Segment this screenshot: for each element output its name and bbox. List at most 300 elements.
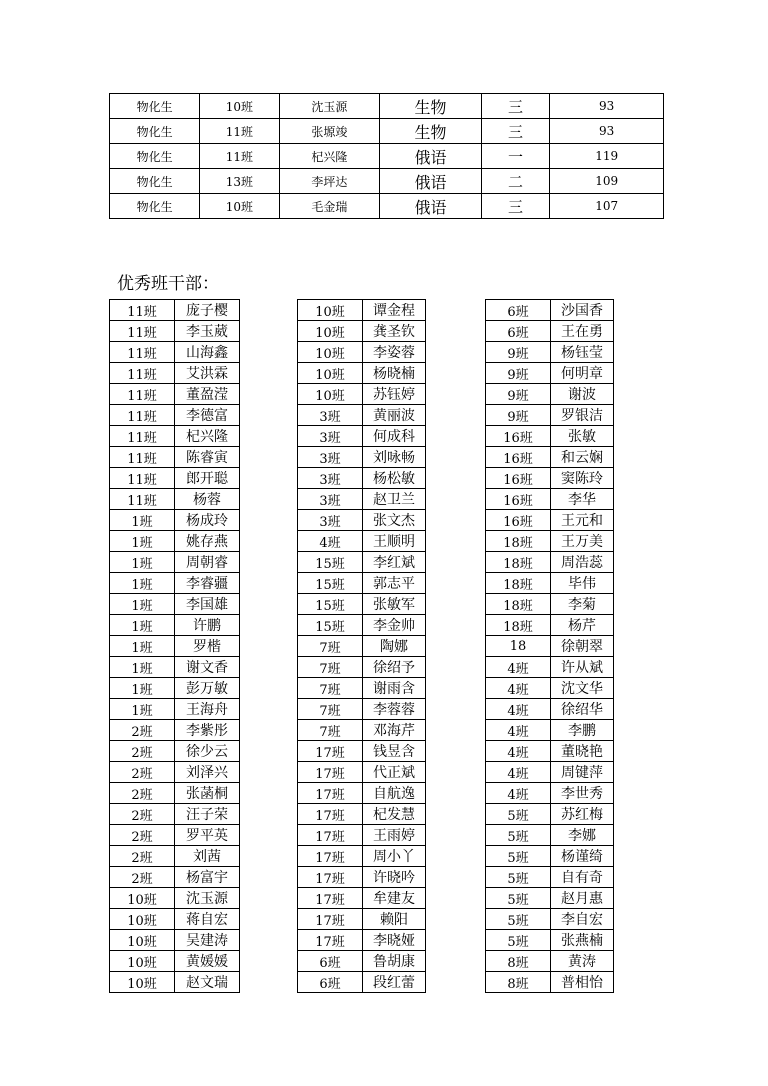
table-row (486, 384, 614, 405)
table-row (486, 762, 614, 783)
table-row (298, 762, 426, 783)
cadre-class-cell: 2班 (110, 804, 175, 825)
cadre-class-cell: 10班 (110, 909, 175, 930)
cadre-name-cell: 牟建友 (363, 888, 426, 909)
cadre-name-cell: 李德富 (175, 405, 240, 426)
cadre-class-cell: 7班 (298, 699, 363, 720)
score-cell: 107 (550, 194, 664, 219)
cadre-name-cell: 自航逸 (363, 783, 426, 804)
cadre-name-cell: 姚存燕 (175, 531, 240, 552)
cadre-class-cell: 1班 (110, 657, 175, 678)
cadre-name-cell: 吴建涛 (175, 930, 240, 951)
cadre-name-cell: 杨松敏 (363, 468, 426, 489)
cadre-class-cell: 1班 (110, 573, 175, 594)
table-row (110, 846, 240, 867)
table-row (110, 531, 240, 552)
table-row (486, 300, 614, 321)
cadre-class-cell: 5班 (486, 909, 551, 930)
subject-score-table (109, 93, 664, 219)
cadre-class-cell: 10班 (298, 363, 363, 384)
cadre-class-cell: 7班 (298, 678, 363, 699)
cadre-class-cell: 6班 (486, 300, 551, 321)
cadre-name-cell: 周键萍 (551, 762, 614, 783)
cadre-class-cell: 16班 (486, 447, 551, 468)
cadre-name-cell: 苏钰婷 (363, 384, 426, 405)
cadre-name-cell: 徐少云 (175, 741, 240, 762)
cadre-class-cell: 18 (486, 636, 551, 657)
table-row (110, 636, 240, 657)
cadre-class-cell: 17班 (298, 762, 363, 783)
track-cell: 物化生 (110, 194, 200, 219)
cadre-name-cell: 张燕楠 (551, 930, 614, 951)
cadre-class-cell: 4班 (486, 762, 551, 783)
cadre-class-cell: 17班 (298, 825, 363, 846)
cadre-name-cell: 自有奇 (551, 867, 614, 888)
table-row (110, 867, 240, 888)
cadre-name-cell: 杨芹 (551, 615, 614, 636)
class-cell: 11班 (200, 144, 279, 169)
cadre-name-cell: 赖阳 (363, 909, 426, 930)
cadre-class-cell: 6班 (486, 321, 551, 342)
cadre-name-cell: 董盈滢 (175, 384, 240, 405)
cadre-name-cell: 李自宏 (551, 909, 614, 930)
cadre-class-cell: 18班 (486, 531, 551, 552)
cadre-class-cell: 18班 (486, 594, 551, 615)
cadre-class-cell: 16班 (486, 468, 551, 489)
table-row (298, 909, 426, 930)
cadre-name-cell: 汪子荣 (175, 804, 240, 825)
cadre-class-cell: 16班 (486, 426, 551, 447)
cadre-class-cell: 4班 (486, 657, 551, 678)
cadre-class-cell: 15班 (298, 552, 363, 573)
subject-cell: 生物 (380, 94, 481, 119)
subject-cell: 生物 (380, 119, 481, 144)
cadre-name-cell: 刘泽兴 (175, 762, 240, 783)
cadre-class-cell: 6班 (298, 951, 363, 972)
cadre-name-cell: 杨钰莹 (551, 342, 614, 363)
cadre-class-cell: 10班 (110, 930, 175, 951)
cadre-name-cell: 李国雄 (175, 594, 240, 615)
table-row (298, 300, 426, 321)
table-row (486, 804, 614, 825)
cadre-name-cell: 黄媛媛 (175, 951, 240, 972)
table-row (298, 951, 426, 972)
cadre-class-cell: 5班 (486, 825, 551, 846)
table-row (486, 825, 614, 846)
cadre-class-cell: 10班 (110, 972, 175, 993)
table-row (298, 846, 426, 867)
cadre-class-cell: 1班 (110, 699, 175, 720)
table-row (110, 909, 240, 930)
cadre-class-cell: 2班 (110, 825, 175, 846)
cadre-class-cell: 8班 (486, 972, 551, 993)
cadre-name-cell: 普相怡 (551, 972, 614, 993)
table-row (110, 342, 240, 363)
table-row (110, 825, 240, 846)
table-row (298, 468, 426, 489)
table-row (486, 615, 614, 636)
grade-cell: 三 (481, 94, 550, 119)
cadre-class-cell: 5班 (486, 930, 551, 951)
cadre-name-cell: 苏红梅 (551, 804, 614, 825)
table-row (110, 615, 240, 636)
grade-cell: 一 (481, 144, 550, 169)
table-row (110, 447, 240, 468)
cadre-name-cell: 谭金程 (363, 300, 426, 321)
cadre-name-cell: 鲁胡康 (363, 951, 426, 972)
cadre-class-cell: 17班 (298, 909, 363, 930)
cadre-name-cell: 杨成玲 (175, 510, 240, 531)
cadre-name-cell: 李紫彤 (175, 720, 240, 741)
table-row (110, 94, 664, 119)
cadre-class-cell: 1班 (110, 615, 175, 636)
table-row (110, 300, 240, 321)
cadre-name-cell: 李世秀 (551, 783, 614, 804)
subject-score-table-body (110, 94, 664, 219)
cadre-class-cell: 11班 (110, 405, 175, 426)
cadre-name-cell: 董晓艳 (551, 741, 614, 762)
table-row (486, 972, 614, 993)
cadre-class-cell: 17班 (298, 867, 363, 888)
table-row (298, 888, 426, 909)
cadre-class-cell: 11班 (110, 468, 175, 489)
table-row (110, 169, 664, 194)
cadre-name-cell: 彭万敏 (175, 678, 240, 699)
table-row (110, 678, 240, 699)
cadre-class-cell: 10班 (110, 888, 175, 909)
table-row (110, 720, 240, 741)
cadre-name-cell: 李玉葳 (175, 321, 240, 342)
cadre-class-cell: 3班 (298, 510, 363, 531)
cadre-name-cell: 蒋自宏 (175, 909, 240, 930)
cadre-name-cell: 王雨婷 (363, 825, 426, 846)
cadre-class-cell: 17班 (298, 930, 363, 951)
table-row (110, 804, 240, 825)
table-row (110, 783, 240, 804)
cadre-class-cell: 8班 (486, 951, 551, 972)
cadre-name-cell: 陈睿寅 (175, 447, 240, 468)
student-name-cell: 沈玉源 (279, 94, 380, 119)
cadre-name-cell: 段红蕾 (363, 972, 426, 993)
table-row (298, 384, 426, 405)
cadre-class-cell: 17班 (298, 846, 363, 867)
cadre-name-cell: 庞子樱 (175, 300, 240, 321)
grade-cell: 三 (481, 119, 550, 144)
cadre-name-cell: 许晓吟 (363, 867, 426, 888)
table-row (298, 531, 426, 552)
table-row (486, 846, 614, 867)
cadre-class-cell: 9班 (486, 384, 551, 405)
cadre-name-cell: 代正斌 (363, 762, 426, 783)
cadre-class-cell: 3班 (298, 447, 363, 468)
cadre-class-cell: 10班 (110, 951, 175, 972)
table-row (298, 489, 426, 510)
table-row (486, 867, 614, 888)
subject-cell: 俄语 (380, 169, 481, 194)
student-name-cell: 李坪达 (279, 169, 380, 194)
cadre-name-cell: 毕伟 (551, 573, 614, 594)
track-cell: 物化生 (110, 94, 200, 119)
cadre-name-cell: 李鹏 (551, 720, 614, 741)
table-row (486, 720, 614, 741)
cadre-name-cell: 李晓娅 (363, 930, 426, 951)
table-row (110, 468, 240, 489)
table-row (486, 636, 614, 657)
table-row (486, 426, 614, 447)
table-row (110, 510, 240, 531)
cadre-class-cell: 7班 (298, 657, 363, 678)
cadre-name-cell: 杨蓉 (175, 489, 240, 510)
cadre-name-cell: 郎开聪 (175, 468, 240, 489)
table-row (298, 615, 426, 636)
table-row (298, 342, 426, 363)
score-cell: 93 (550, 94, 664, 119)
track-cell: 物化生 (110, 169, 200, 194)
cadre-name-cell: 许从斌 (551, 657, 614, 678)
cadre-class-cell: 2班 (110, 846, 175, 867)
cadre-name-cell: 李睿疆 (175, 573, 240, 594)
cadre-class-cell: 3班 (298, 405, 363, 426)
cadre-class-cell: 2班 (110, 720, 175, 741)
section-title: 优秀班干部： (117, 274, 219, 294)
cadre-class-cell: 7班 (298, 720, 363, 741)
cadre-class-cell: 9班 (486, 405, 551, 426)
cadre-class-cell: 17班 (298, 804, 363, 825)
cadre-class-cell: 16班 (486, 510, 551, 531)
student-name-cell: 杞兴隆 (279, 144, 380, 169)
table-row (486, 510, 614, 531)
cadre-name-cell: 徐朝翠 (551, 636, 614, 657)
cadre-class-cell: 10班 (298, 300, 363, 321)
table-row (486, 783, 614, 804)
cadre-class-cell: 18班 (486, 573, 551, 594)
score-cell: 109 (550, 169, 664, 194)
table-row (298, 510, 426, 531)
table-row (486, 405, 614, 426)
cadre-class-cell: 3班 (298, 426, 363, 447)
cadre-class-cell: 10班 (298, 321, 363, 342)
cadre-table-column-3 (485, 299, 614, 993)
table-row (486, 531, 614, 552)
cadre-class-cell: 9班 (486, 342, 551, 363)
table-row (110, 972, 240, 993)
cadre-table-column-1 (109, 299, 240, 993)
cadre-name-cell: 谢雨含 (363, 678, 426, 699)
table-row (298, 573, 426, 594)
table-row (298, 447, 426, 468)
cadre-class-cell: 18班 (486, 552, 551, 573)
table-row (486, 657, 614, 678)
student-name-cell: 毛金瑞 (279, 194, 380, 219)
cadre-class-cell: 1班 (110, 531, 175, 552)
cadre-name-cell: 李姿蓉 (363, 342, 426, 363)
table-row (110, 699, 240, 720)
cadre-name-cell: 邓海芹 (363, 720, 426, 741)
cadre-class-cell: 5班 (486, 888, 551, 909)
table-row (486, 594, 614, 615)
cadre-class-cell: 3班 (298, 468, 363, 489)
cadre-name-cell: 王顺明 (363, 531, 426, 552)
table-row (110, 762, 240, 783)
cadre-class-cell: 1班 (110, 510, 175, 531)
table-row (298, 699, 426, 720)
table-row (486, 552, 614, 573)
class-cell: 13班 (200, 169, 279, 194)
cadre-name-cell: 王元和 (551, 510, 614, 531)
cadre-class-cell: 10班 (298, 384, 363, 405)
cadre-class-cell: 2班 (110, 867, 175, 888)
grade-cell: 三 (481, 194, 550, 219)
cadre-name-cell: 艾洪霖 (175, 363, 240, 384)
cadre-name-cell: 李华 (551, 489, 614, 510)
table-row (110, 594, 240, 615)
cadre-name-cell: 和云娴 (551, 447, 614, 468)
cadre-name-cell: 刘咏畅 (363, 447, 426, 468)
cadre-name-cell: 李菊 (551, 594, 614, 615)
cadre-name-cell: 罗平英 (175, 825, 240, 846)
cadre-name-cell: 徐绍予 (363, 657, 426, 678)
cadre-class-cell: 11班 (110, 300, 175, 321)
table-row (298, 678, 426, 699)
cadre-class-cell: 1班 (110, 678, 175, 699)
cadre-class-cell: 11班 (110, 342, 175, 363)
cadre-name-cell: 罗楷 (175, 636, 240, 657)
cadre-name-cell: 沈文华 (551, 678, 614, 699)
cadre-class-cell: 11班 (110, 384, 175, 405)
cadre-name-cell: 何明章 (551, 363, 614, 384)
cadre-name-cell: 周浩蕊 (551, 552, 614, 573)
table-row (110, 405, 240, 426)
grade-cell: 二 (481, 169, 550, 194)
cadre-name-cell: 谢波 (551, 384, 614, 405)
table-row (298, 972, 426, 993)
cadre-class-cell: 4班 (486, 699, 551, 720)
table-row (110, 426, 240, 447)
cadre-class-cell: 15班 (298, 615, 363, 636)
cadre-name-cell: 赵月惠 (551, 888, 614, 909)
cadre-name-cell: 黄丽波 (363, 405, 426, 426)
track-cell: 物化生 (110, 144, 200, 169)
table-row (298, 867, 426, 888)
cadre-name-cell: 王在勇 (551, 321, 614, 342)
table-row (298, 363, 426, 384)
score-cell: 93 (550, 119, 664, 144)
table-row (298, 636, 426, 657)
table-row (298, 426, 426, 447)
cadre-class-cell: 16班 (486, 489, 551, 510)
cadre-name-cell: 窦陈玲 (551, 468, 614, 489)
score-cell: 119 (550, 144, 664, 169)
cadre-name-cell: 沙国香 (551, 300, 614, 321)
table-row (110, 741, 240, 762)
table-row (298, 720, 426, 741)
subject-cell: 俄语 (380, 194, 481, 219)
cadre-class-cell: 17班 (298, 741, 363, 762)
cadre-name-cell: 赵卫兰 (363, 489, 426, 510)
cadre-name-cell: 张菡桐 (175, 783, 240, 804)
cadre-name-cell: 钱昱含 (363, 741, 426, 762)
cadre-name-cell: 沈玉源 (175, 888, 240, 909)
table-row (298, 405, 426, 426)
student-name-cell: 张塬竣 (279, 119, 380, 144)
cadre-name-cell: 王万美 (551, 531, 614, 552)
cadre-name-cell: 周朝睿 (175, 552, 240, 573)
table-row (298, 930, 426, 951)
cadre-class-cell: 11班 (110, 426, 175, 447)
table-row (110, 363, 240, 384)
table-row (486, 909, 614, 930)
table-row (110, 489, 240, 510)
cadre-name-cell: 陶娜 (363, 636, 426, 657)
table-row (298, 552, 426, 573)
cadre-class-cell: 17班 (298, 888, 363, 909)
cadre-class-cell: 3班 (298, 489, 363, 510)
cadre-name-cell: 杞发慧 (363, 804, 426, 825)
cadre-class-cell: 11班 (110, 447, 175, 468)
cadre-class-cell: 4班 (486, 720, 551, 741)
cadre-name-cell: 张敏军 (363, 594, 426, 615)
cadre-name-cell: 杨晓楠 (363, 363, 426, 384)
table-row (486, 951, 614, 972)
cadre-class-cell: 2班 (110, 762, 175, 783)
cadre-class-cell: 4班 (486, 783, 551, 804)
table-row (298, 657, 426, 678)
table-row (110, 657, 240, 678)
cadre-class-cell: 1班 (110, 594, 175, 615)
cadre-name-cell: 刘茜 (175, 846, 240, 867)
table-row (110, 321, 240, 342)
cadre-name-cell: 杞兴隆 (175, 426, 240, 447)
table-row (110, 573, 240, 594)
table-row (110, 144, 664, 169)
cadre-class-cell: 4班 (486, 678, 551, 699)
cadre-name-cell: 许鹏 (175, 615, 240, 636)
cadre-name-cell: 李蓉蓉 (363, 699, 426, 720)
table-row (486, 447, 614, 468)
cadre-class-cell: 7班 (298, 636, 363, 657)
cadre-class-cell: 9班 (486, 363, 551, 384)
table-row (486, 741, 614, 762)
cadre-class-cell: 5班 (486, 867, 551, 888)
table-row (298, 783, 426, 804)
cadre-name-cell: 郭志平 (363, 573, 426, 594)
cadre-name-cell: 山海鑫 (175, 342, 240, 363)
cadre-class-cell: 4班 (298, 531, 363, 552)
cadre-class-cell: 5班 (486, 804, 551, 825)
table-row (486, 468, 614, 489)
cadre-class-cell: 15班 (298, 594, 363, 615)
cadre-class-cell: 4班 (486, 741, 551, 762)
cadre-class-cell: 11班 (110, 363, 175, 384)
cadre-name-cell: 杨谨绮 (551, 846, 614, 867)
table-row (298, 804, 426, 825)
cadre-name-cell: 赵文瑞 (175, 972, 240, 993)
table-row (486, 930, 614, 951)
cadre-name-cell: 王海舟 (175, 699, 240, 720)
cadre-table-column-2 (297, 299, 426, 993)
table-row (110, 384, 240, 405)
table-row (486, 699, 614, 720)
table-row (486, 363, 614, 384)
table-row (486, 888, 614, 909)
cadre-class-cell: 2班 (110, 741, 175, 762)
class-cell: 10班 (200, 94, 279, 119)
cadre-name-cell: 张文杰 (363, 510, 426, 531)
class-cell: 10班 (200, 194, 279, 219)
class-cell: 11班 (200, 119, 279, 144)
table-row (486, 678, 614, 699)
cadre-name-cell: 徐绍华 (551, 699, 614, 720)
